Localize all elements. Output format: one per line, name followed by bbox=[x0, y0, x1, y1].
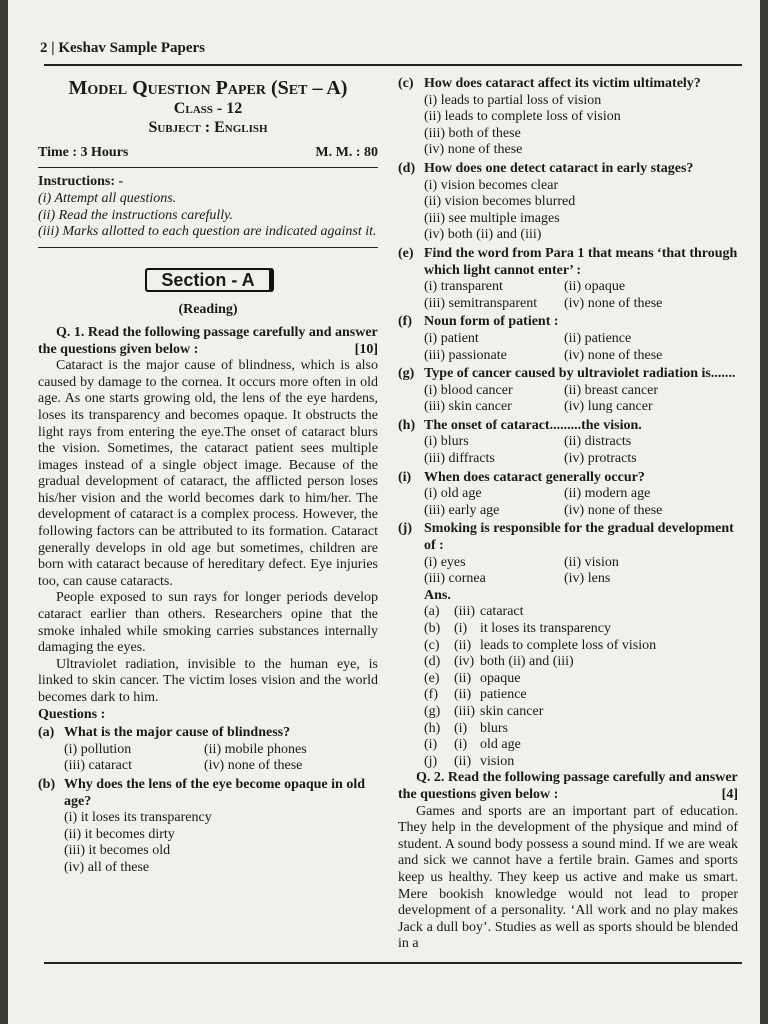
option: (i) vision becomes clear bbox=[424, 177, 559, 193]
right-column bbox=[398, 74, 738, 953]
answer-text: blurs bbox=[480, 720, 508, 736]
question-2-heading bbox=[398, 770, 738, 803]
answer-label: (a) bbox=[424, 604, 440, 620]
question-2-text: Q. 2. Read the following passage carefully and answer the questions given below : bbox=[398, 770, 738, 802]
answer-option: (ii) bbox=[454, 670, 472, 686]
option: (iii) it becomes old bbox=[64, 843, 171, 859]
page-number: 2 bbox=[40, 40, 48, 56]
option: (i) transparent bbox=[424, 279, 503, 295]
passage-paragraph: Ultraviolet radiation, invisible to the human eye, is linked to skin cancer. The victim loses vision and the world becomes dark to him. bbox=[38, 656, 378, 705]
option: (iii) both of these bbox=[424, 125, 521, 141]
answer-label: (c) bbox=[424, 637, 440, 653]
answer-option: (iii) bbox=[454, 703, 475, 719]
header-separator: | bbox=[51, 40, 55, 56]
questions-label: Questions : bbox=[38, 706, 106, 722]
answer-text: both (ii) and (iii) bbox=[480, 654, 574, 670]
left-column bbox=[38, 74, 378, 877]
option: (iii) skin cancer bbox=[424, 399, 512, 415]
answer-row bbox=[424, 704, 738, 721]
answer-label: (j) bbox=[424, 753, 438, 769]
option: (iv) none of these bbox=[204, 758, 303, 774]
option: (iii) see multiple images bbox=[424, 210, 560, 226]
option: (ii) patience bbox=[564, 330, 632, 346]
question-d: (d) How does one detect cataract in early stages? bbox=[398, 160, 694, 176]
question-g: (g) Type of cancer caused by ultraviolet radiation is....... bbox=[398, 366, 736, 382]
section-heading: Section - A bbox=[145, 268, 270, 293]
question-1-marks: [10] bbox=[354, 341, 378, 357]
answer-option: (i) bbox=[454, 737, 468, 753]
paper-title: Model Question Paper (Set – A) bbox=[68, 77, 348, 99]
answer-text: patience bbox=[480, 687, 527, 703]
passage-paragraph: Cataract is the major cause of blindness, which is also caused by damage to the cornea. It occurs more often in old age. As one starts growing old, the lens of the eye hardens, loses its transparency and becomes opaque. It obstructs the light rays from entering the eye.The onset of cataract blurs the vision. Sometimes, the cataract patient sees multiple images instead of a single object image. Because of the gradual development of cataract, the afflicted person loses his/her vision and the world becomes dark to him/her. The development of cataract is a complex process. However, the following factors can be attributed to its formation. Cataract generally develops in old age but sometimes, children are born with cataract because of hereditary defect. Eye injuries too, can cause cataracts. bbox=[38, 358, 378, 589]
option: (iii) cornea bbox=[424, 571, 486, 587]
divider bbox=[38, 167, 378, 168]
answer-label: (f) bbox=[424, 687, 438, 703]
answer-label: (d) bbox=[424, 654, 441, 670]
question-1-text: Q. 1. Read the following passage carefully and answer the questions given below : bbox=[38, 324, 378, 357]
options-j bbox=[398, 555, 738, 588]
answer-row bbox=[424, 687, 738, 704]
answer-row bbox=[424, 604, 738, 621]
option: (iii) passionate bbox=[424, 347, 507, 363]
instruction-item: (i) Attempt all questions. bbox=[38, 190, 177, 206]
option: (iv) all of these bbox=[64, 859, 150, 875]
answer-text: it loses its transparency bbox=[480, 621, 612, 636]
option: (i) blood cancer bbox=[424, 382, 513, 398]
answer-label: (b) bbox=[424, 621, 441, 636]
options-d bbox=[398, 178, 738, 244]
answer-row bbox=[424, 721, 738, 738]
answer-label: (e) bbox=[424, 670, 440, 686]
option: (iv) lung cancer bbox=[564, 399, 653, 415]
option: (i) eyes bbox=[424, 554, 466, 570]
option: (iii) early age bbox=[424, 502, 500, 518]
answer-option: (ii) bbox=[454, 637, 472, 653]
option: (iv) none of these bbox=[424, 142, 523, 158]
footer-rule bbox=[44, 962, 742, 964]
answer-row bbox=[424, 671, 738, 688]
option: (iii) diffracts bbox=[424, 451, 495, 467]
max-marks-label: M. M. : 80 bbox=[315, 144, 378, 160]
answer-text: leads to complete loss of vision bbox=[480, 637, 657, 653]
passage-paragraph: People exposed to sun rays for longer periods develop cataract earlier than others. Researchers opine that the smoke inhaled while smoking carries substances internally damaging the eyes. bbox=[38, 590, 378, 656]
option: (iv) lens bbox=[564, 571, 611, 587]
options-a bbox=[38, 742, 378, 775]
option: (ii) opaque bbox=[564, 279, 626, 295]
instructions-title: Instructions: - bbox=[38, 174, 124, 190]
option: (ii) vision bbox=[564, 554, 619, 570]
option: (ii) modern age bbox=[564, 486, 651, 502]
option: (iv) none of these bbox=[564, 502, 663, 518]
time-label: Time : 3 Hours bbox=[38, 144, 129, 160]
question-2-marks: [4] bbox=[721, 786, 738, 802]
instruction-item: (iii) Marks allotted to each question are indicated against it. bbox=[38, 224, 377, 240]
answer-option: (ii) bbox=[454, 687, 472, 703]
question-e: (e) Find the word from Para 1 that means ‘that through which light cannot enter’ : bbox=[398, 245, 738, 278]
answer-text: cataract bbox=[480, 604, 524, 620]
answer-option: (i) bbox=[454, 720, 468, 736]
option: (ii) breast cancer bbox=[564, 382, 659, 398]
answer-option: (ii) bbox=[454, 753, 472, 769]
question-1-heading bbox=[38, 325, 378, 358]
question-b: (b) Why does the lens of the eye become opaque in old age? bbox=[38, 776, 365, 809]
option: (ii) mobile phones bbox=[204, 741, 307, 757]
answer-list bbox=[398, 604, 738, 770]
answer-option: (i) bbox=[454, 621, 468, 636]
answer-row bbox=[424, 638, 738, 655]
options-h bbox=[398, 434, 738, 467]
option: (iv) protracts bbox=[564, 451, 637, 467]
options-i bbox=[398, 486, 738, 519]
question-i: (i) When does cataract generally occur? bbox=[398, 469, 645, 485]
answer-label: (i) bbox=[424, 737, 438, 753]
answer-label: (g) bbox=[424, 703, 441, 719]
question-a: (a) What is the major cause of blindness? bbox=[38, 725, 291, 741]
option: (ii) distracts bbox=[564, 434, 632, 450]
answer-text: opaque bbox=[480, 670, 521, 686]
option: (iv) none of these bbox=[564, 295, 663, 311]
question-c: (c) How does cataract affect its victim ultimately? bbox=[398, 76, 701, 91]
option: (ii) leads to complete loss of vision bbox=[424, 109, 621, 125]
paper-subject: Subject : English bbox=[148, 119, 268, 137]
passage-paragraph: Games and sports are an important part of education. They help in the development of the physique and mind of student. A sound body possess a sound mind. If we are weak and sick we cannot have a fertile brain. Games and sports keep us healthy. They keep us active and make us smart. Mere bookish knowledge would not lead to proper development of a personality. ‘All work and no play makes Jack a dull boy’. Studies as well as sports should be blended in a bbox=[398, 803, 738, 952]
answer-row bbox=[424, 621, 738, 638]
answer-text: old age bbox=[480, 737, 521, 753]
question-f: (f) Noun form of patient : bbox=[398, 314, 559, 330]
option: (i) old age bbox=[424, 486, 482, 502]
paper-class: Class - 12 bbox=[173, 99, 243, 117]
section-subtitle: (Reading) bbox=[178, 302, 238, 318]
answer-option: (iii) bbox=[454, 604, 475, 620]
option: (i) patient bbox=[424, 330, 479, 346]
options-c bbox=[398, 93, 738, 159]
book-title: Keshav Sample Papers bbox=[58, 40, 205, 56]
answer-text: skin cancer bbox=[480, 703, 544, 719]
option: (i) leads to partial loss of vision bbox=[424, 92, 602, 108]
options-b bbox=[38, 810, 378, 876]
question-j: (j) Smoking is responsible for the gradual development of : bbox=[398, 521, 734, 554]
header-rule bbox=[44, 64, 742, 66]
instruction-item: (ii) Read the instructions carefully. bbox=[38, 207, 234, 223]
answer-row bbox=[424, 654, 738, 671]
answer-option: (iv) bbox=[454, 654, 475, 670]
option: (i) it loses its transparency bbox=[64, 810, 212, 826]
option: (ii) it becomes dirty bbox=[64, 826, 175, 842]
answer-label: (h) bbox=[424, 720, 441, 736]
answer-text: vision bbox=[480, 753, 515, 769]
time-marks-row bbox=[38, 145, 378, 162]
option: (iii) semitransparent bbox=[424, 295, 538, 311]
divider bbox=[38, 247, 378, 248]
option: (iv) none of these bbox=[564, 347, 663, 363]
option: (i) pollution bbox=[64, 741, 132, 757]
question-h: (h) The onset of cataract.........the vision. bbox=[398, 417, 642, 433]
document-page bbox=[8, 0, 760, 1024]
option: (iv) both (ii) and (iii) bbox=[424, 227, 542, 243]
answer-row bbox=[424, 754, 738, 771]
answer-row bbox=[424, 737, 738, 754]
answers-title: Ans. bbox=[424, 587, 451, 603]
option: (iii) cataract bbox=[64, 758, 133, 774]
option: (i) blurs bbox=[424, 434, 469, 450]
options-f bbox=[398, 331, 738, 364]
options-e bbox=[398, 279, 738, 312]
page-header bbox=[40, 40, 205, 57]
option: (ii) vision becomes blurred bbox=[424, 194, 576, 210]
options-g bbox=[398, 383, 738, 416]
